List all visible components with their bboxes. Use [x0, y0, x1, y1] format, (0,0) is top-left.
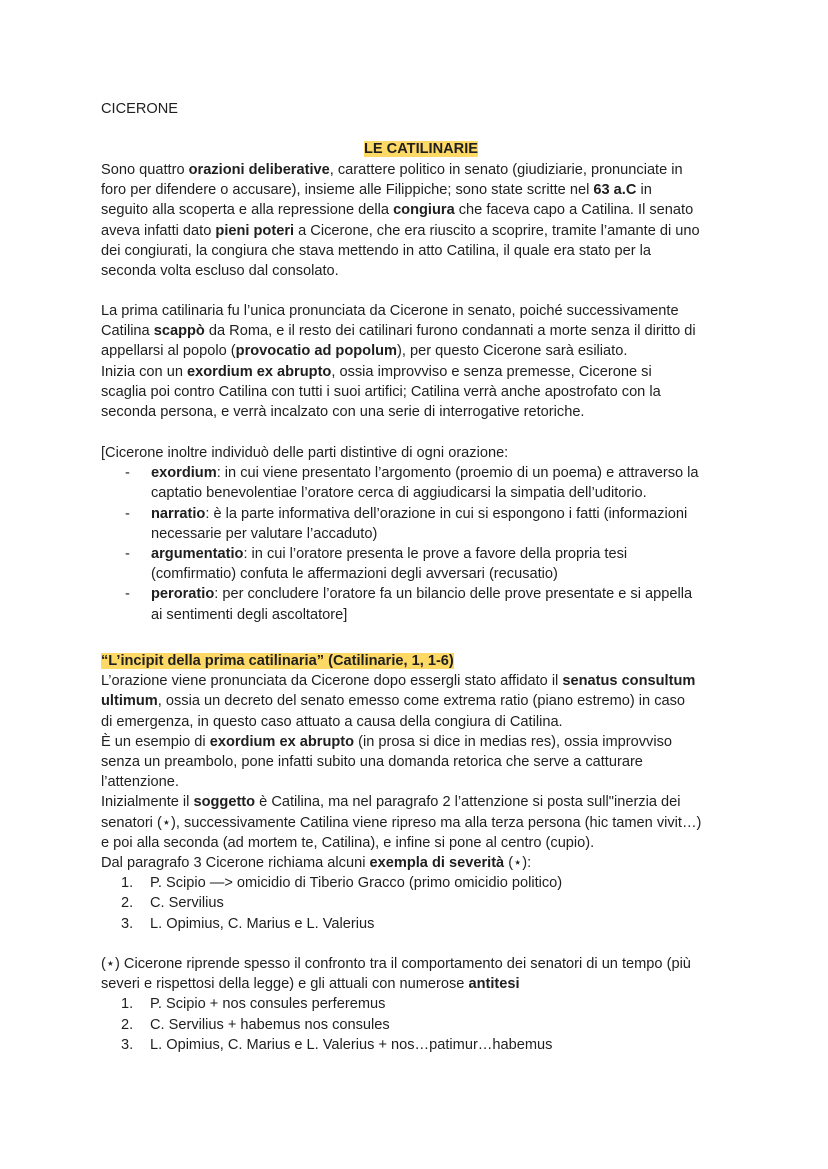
list-item: 2. C. Servilius	[121, 895, 224, 912]
doc-title: CICERONE	[101, 101, 179, 117]
list-item: - exordium: in cui viene presentato l’argomento (proemio di un poema) e attraverso la captatio benevolentiae l’oratore cerca di aggiudicarsi la simpatia dell’uditorio.	[125, 465, 699, 502]
list-item: - narratio: è la parte informativa dell’orazione in cui si espongono i fatti (informazioni necessarie per valutare l’accaduto)	[125, 505, 688, 542]
list-item: - argumentatio: in cui l’oratore presenta le prove a favore della propria tesi (comfirmatio) confuta le affermazioni degli avversari (recusatio)	[125, 546, 628, 583]
list-item: 3. L. Opimius, C. Marius e L. Valerius + nos…patimur…habemus	[121, 1036, 553, 1053]
heading: LE CATILINARIE	[363, 141, 479, 157]
incipit-section: “L’incipit della prima catilinaria” (Catilinarie, 1, 1-6) L’orazione viene pronunciata da Cicerone dopo essergli stato affidato il senatus consultum ultimum, ossia un decreto del senato emesso come extrema ratio (piano estremo) in caso di emergenza, in questo caso attuato a causa della congiura di Catilina. È un esempio di exordium ex abrupto (in prosa si dice in medias res), ossia improvviso senza un preambolo, pone infatti subito una domanda retorica che serve a catturare l’attenzione. Inizialmente il soggetto è Catilina, ma nel paragrafo 2 l’attenzione si posta sull"inerzia dei senatori (⋆), successivamente Catilina viene ripreso ma alla terza persona (hic tamen vivit…) e poi alla seconda (ad mortem te, Catilina), e infine si pone al centro (cupio). Dal paragrafo 3 Cicerone richiama alcuni exempla di severità (⋆): 1. P. Scipio —> omicidio di Tiberio Gracco (primo omicidio politico) 2. C. Servilius 3. L. Opimius, C. Marius e L. Valerius	[101, 651, 701, 934]
note-section: (⋆) Cicerone riprende spesso il confronto tra il comportamento dei senatori di un tempo (più severi e rispettosi della legge) e gli attuali con numerose antitesi 1. P. Scipio + nos consules perferemus 2. C. Servilius + habemus nos consules 3. L. Opimius, C. Marius e L. Valerius + nos…patimur…habemus	[101, 954, 691, 1055]
section-title: “L’incipit della prima catilinaria” (Catilinarie, 1, 1-6)	[101, 653, 454, 669]
list-item: - peroratio: per concludere l’oratore fa un bilancio delle prove presentate e si appella ai sentimenti degli ascoltatore]	[125, 586, 693, 623]
list-item: 3. L. Opimius, C. Marius e L. Valerius	[121, 915, 375, 932]
oration-parts: [Cicerone inoltre individuò delle parti distintive di ogni orazione: - exordium: in cui viene presentato l’argomento (proemio di un poema) e attraverso la captatio benevolentiae l’oratore cerca di aggiudicarsi la simpatia dell’uditorio. - narratio: è la parte informativa dell’orazione in cui si espongono i fatti (informazioni necessarie per valutare l’accaduto) - argumentatio: in cui l’oratore presenta le prove a favore della propria tesi (comfirmatio) confuta le affermazioni degli avversari (recusatio) - peroratio: per concludere l’oratore fa un bilancio delle prove presentate e si appella ai sentimenti degli ascoltatore]	[101, 443, 699, 625]
intro-paragraph: Sono quattro orazioni deliberative, carattere politico in senato (giudiziarie, pronunciate in foro per difendere o accusare), insieme alle Filippiche; sono state scritte nel 63 a.C in seguito alla scoperta e alla repressione della congiura che faceva capo a Catilina. Il senato aveva infatti dato pieni poteri a Cicerone, che era riuscito a scoprire, tramite l’amante di uno dei congiurati, la congiura che stava mettendo in atto Catilina, il quale era stato per la seconda volta escluso dal consolato.	[101, 162, 700, 280]
first-catilinaria-paragraph: La prima catilinaria fu l’unica pronunciata da Cicerone in senato, poiché successivamente Catilina scappò da Roma, e il resto dei catilinari furono condannati a morte senza il diritto di appellarsi al popolo (provocatio ad popolum), per questo Cicerone sarà esiliato. Inizia con un exordium ex abrupto, ossia improvviso e senza premesse, Cicerone si scaglia poi contro Catilina con tutti i suoi artifici; Catilina verrà anche apostrofato con la seconda persona, e verrà incalzato con una serie di interrogative retoriche.	[101, 303, 696, 421]
list-item: 2. C. Servilius + habemus nos consules	[121, 1016, 390, 1033]
list-item: 1. P. Scipio —> omicidio di Tiberio Gracco (primo omicidio politico)	[121, 875, 563, 892]
list-item: 1. P. Scipio + nos consules perferemus	[121, 996, 386, 1013]
